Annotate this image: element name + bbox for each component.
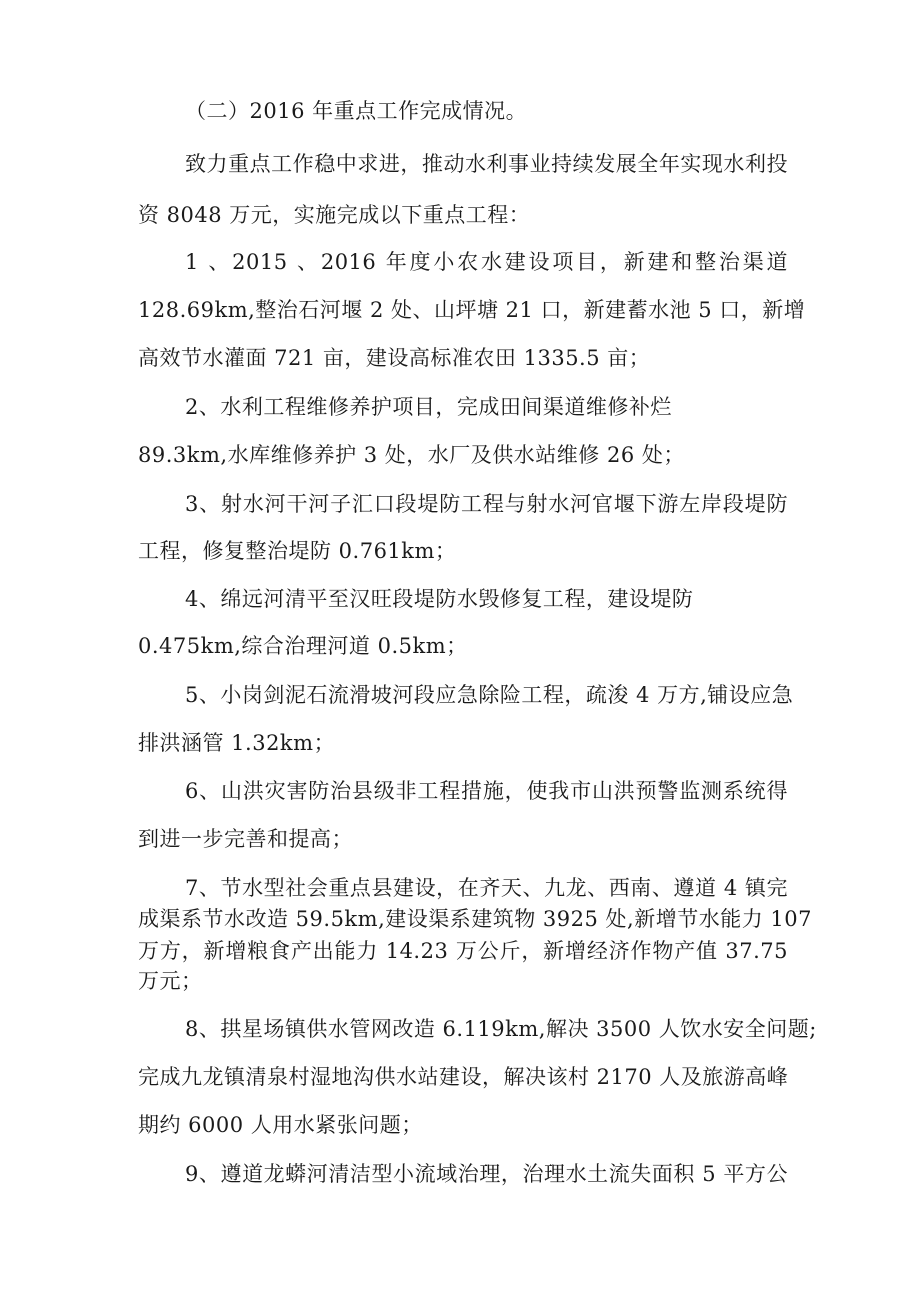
item-8-line-2: 完成九龙镇清泉村湿地沟供水站建设，解决该村 2170 人及旅游高峰: [138, 1065, 789, 1089]
item-7-line-3: 万方，新增粮食产出能力 14.23 万公斤，新增经济作物产值 37.75: [138, 939, 788, 963]
item-4-line-2: 0.475km,综合治理河道 0.5km；: [138, 634, 468, 658]
item-7-line-1: 7、节水型社会重点县建设，在齐天、九龙、西南、遵道 4 镇完: [185, 876, 788, 900]
item-1-line-1: 1 、2015 、2016 年度小农水建设项目，新建和整治渠道: [185, 250, 788, 274]
intro-line-1: 致力重点工作稳中求进，推动水利事业持续发展全年实现水利投: [185, 152, 788, 176]
item-8-line-3: 期约 6000 人用水紧张问题；: [138, 1113, 423, 1137]
item-8-line-1: 8、拱星场镇供水管网改造 6.119km,解决 3500 人饮水安全问题;: [185, 1017, 817, 1041]
item-7-line-4: 万元；: [138, 969, 203, 993]
item-2-line-1: 2、水利工程维修养护项目，完成田间渠道维修补烂: [185, 395, 672, 419]
item-6-line-1: 6、山洪灾害防治县级非工程措施，使我市山洪预警监测系统得: [185, 779, 788, 803]
item-6-line-2: 到进一步完善和提高；: [138, 827, 353, 851]
item-3-line-1: 3、射水河干河子汇口段堤防工程与射水河官堰下游左岸段堤防: [185, 492, 788, 516]
item-2-line-2: 89.3km,水库维修养护 3 处，水厂及供水站维修 26 处；: [138, 443, 685, 467]
item-3-line-2: 工程，修复整治堤防 0.761km；: [138, 539, 457, 563]
item-1-line-2: 128.69km,整治石河堰 2 处、山坪塘 21 口，新建蓄水池 5 口，新增: [138, 298, 806, 322]
item-7-line-2: 成渠系节水改造 59.5km,建设渠系建筑物 3925 处,新增节水能力 107: [138, 907, 812, 931]
item-5-line-1: 5、小岗剑泥石流滑坡河段应急除险工程，疏浚 4 万方,铺设应急: [185, 683, 794, 707]
item-1-line-3: 高效节水灌面 721 亩，建设高标准农田 1335.5 亩；: [138, 346, 651, 370]
intro-line-2: 资 8048 万元，实施完成以下重点工程：: [138, 203, 531, 227]
item-4-line-1: 4、绵远河清平至汉旺段堤防水毁修复工程，建设堤防: [185, 587, 694, 611]
item-9-line-1: 9、遵道龙蟒河清洁型小流域治理，治理水土流失面积 5 平方公: [185, 1162, 788, 1186]
item-5-line-2: 排洪涵管 1.32km；: [138, 731, 336, 755]
section-heading: （二）2016 年重点工作完成情况。: [185, 99, 528, 123]
